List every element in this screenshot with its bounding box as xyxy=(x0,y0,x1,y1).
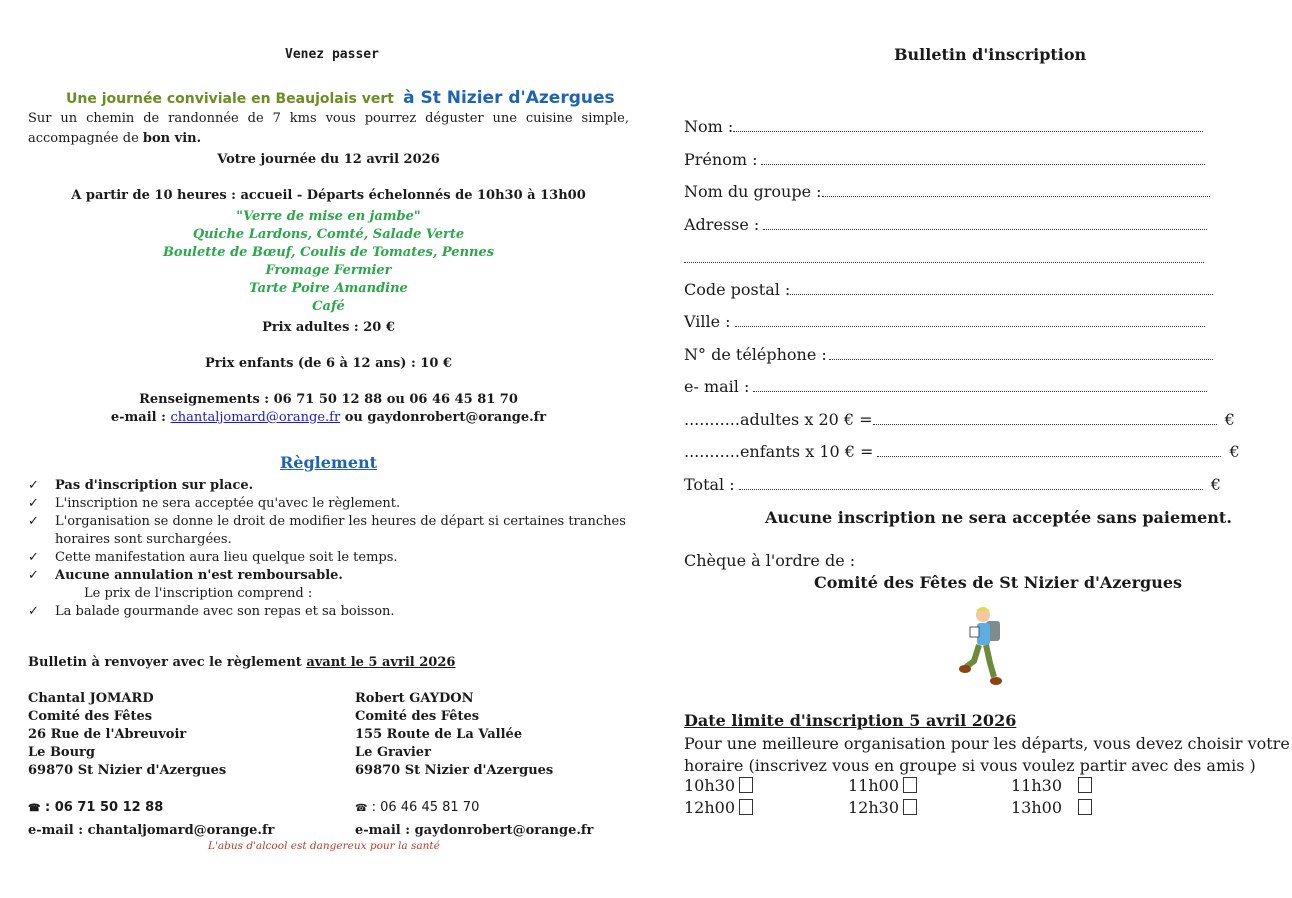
field-ville[interactable] xyxy=(684,312,1205,331)
fill-line[interactable] xyxy=(763,215,1207,230)
field-label: Prénom : xyxy=(684,150,758,169)
form-title: Bulletin d'inscription xyxy=(894,45,1087,64)
return-text: Bulletin à renvoyer avec le règlement xyxy=(28,655,307,670)
rule-item: L'inscription ne sera acceptée qu'avec le règlement. xyxy=(55,496,401,511)
contact2-phone-number: : 06 46 45 81 70 xyxy=(367,800,480,815)
hiker-hat xyxy=(976,607,990,611)
contact2-street: 155 Route de La Vallée xyxy=(355,727,523,742)
email-robert: gaydonrobert@orange.fr xyxy=(367,410,547,425)
fill-line[interactable] xyxy=(753,377,1207,392)
time-option[interactable] xyxy=(848,776,917,795)
time-label: 12h00 xyxy=(684,798,736,817)
fill-line[interactable] xyxy=(761,150,1205,165)
email-separator: ou xyxy=(340,410,368,425)
fill-line[interactable] xyxy=(739,475,1203,490)
contact2-city: 69870 St Nizier d'Azergues xyxy=(355,763,554,778)
fill-line[interactable] xyxy=(684,248,1204,263)
rules-title: Règlement xyxy=(279,453,378,472)
hiker-illustration xyxy=(956,603,1010,689)
rule-item: Le prix de l'inscription comprend : xyxy=(84,586,313,601)
intro-line2-bold: bon vin. xyxy=(142,131,202,146)
check-icon: ✓ xyxy=(28,496,39,511)
time-checkbox[interactable] xyxy=(739,799,753,815)
time-checkbox[interactable] xyxy=(903,777,917,793)
intro-line2 xyxy=(28,131,201,146)
contact2-place: Le Gravier xyxy=(355,745,431,760)
fill-line[interactable] xyxy=(735,312,1205,327)
schedule: A partir de 10 heures : accueil - Départs échelonnés de 10h30 à 13h00 xyxy=(71,188,586,203)
field-label: Adresse : xyxy=(684,215,760,234)
contact1-phone-number: : 06 71 50 12 88 xyxy=(40,800,164,815)
field-label: Nom du groupe : xyxy=(684,182,822,201)
time-option[interactable] xyxy=(1011,798,1092,817)
euro-sign: € xyxy=(1224,410,1235,429)
adults-label: adultes x 20 € = xyxy=(739,410,873,429)
check-icon: ✓ xyxy=(28,514,39,529)
contact1-org: Comité des Fêtes xyxy=(28,709,153,724)
hiker-map xyxy=(970,627,979,637)
contact1-street: 26 Rue de l'Abreuvoir xyxy=(28,727,187,742)
field-nom[interactable] xyxy=(684,117,1203,136)
return-instructions xyxy=(28,655,455,670)
check-icon: ✓ xyxy=(28,568,39,583)
menu-item: Tarte Poire Amandine xyxy=(249,281,408,296)
field-label: N° de téléphone : xyxy=(684,345,827,364)
contact2-org: Comité des Fêtes xyxy=(355,709,480,724)
headline xyxy=(66,88,615,108)
field-email[interactable] xyxy=(684,377,1207,396)
payment-notice: Aucune inscription ne sera acceptée sans paiement. xyxy=(765,508,1232,527)
rule-item: horaires sont surchargées. xyxy=(55,532,232,547)
intro-line2-text: accompagnée de xyxy=(28,131,143,146)
email-link-chantal[interactable]: chantaljomard@orange.fr xyxy=(170,410,341,425)
contact2-email: e-mail : gaydonrobert@orange.fr xyxy=(355,823,594,838)
menu-item: Quiche Lardons, Comté, Salade Verte xyxy=(192,227,465,242)
contact1-city: 69870 St Nizier d'Azergues xyxy=(28,763,227,778)
children-label: enfants x 10 € = xyxy=(739,442,874,461)
field-label: Ville : xyxy=(684,312,731,331)
field-code-postal[interactable] xyxy=(684,280,1213,299)
phone-icon: ☎ xyxy=(355,803,368,814)
time-label: 12h30 xyxy=(848,798,900,817)
field-label: Code postal : xyxy=(684,280,791,299)
cheque-label: Chèque à l'ordre de : xyxy=(684,551,856,570)
headline-part1: Une journée conviviale en Beaujolais vert xyxy=(66,91,394,107)
field-adresse[interactable] xyxy=(684,215,1207,234)
rule-item: Aucune annulation n'est remboursable. xyxy=(55,568,343,583)
adults-count-blank[interactable]: ........... xyxy=(684,410,740,429)
field-groupe[interactable] xyxy=(684,182,1210,201)
email-label: e-mail : xyxy=(110,410,171,425)
rule-item: Cette manifestation aura lieu quelque soit le temps. xyxy=(55,550,398,565)
contact1-place: Le Bourg xyxy=(28,745,95,760)
menu-item: Café xyxy=(312,299,345,314)
rule-item: Pas d'inscription sur place. xyxy=(55,478,254,493)
check-icon: ✓ xyxy=(28,550,39,565)
field-adresse-2[interactable] xyxy=(684,248,1204,267)
time-label: 11h30 xyxy=(1011,776,1063,795)
time-option[interactable] xyxy=(1011,776,1092,795)
field-enfants[interactable] xyxy=(684,442,1240,461)
contact1-email: e-mail : chantaljomard@orange.fr xyxy=(28,823,275,838)
alcohol-warning: L'abus d'alcool est dangereux pour la santé xyxy=(208,840,440,852)
fill-line[interactable] xyxy=(822,182,1210,197)
phone-icon: ☎ xyxy=(28,803,41,814)
hiker-boot-right xyxy=(990,677,1002,685)
children-count-blank[interactable]: ........... xyxy=(684,442,740,461)
fill-line[interactable] xyxy=(790,280,1213,295)
venez-passer: Venez passer xyxy=(285,47,379,62)
field-label: Nom : xyxy=(684,117,734,136)
fill-line[interactable] xyxy=(877,442,1221,457)
time-checkbox[interactable] xyxy=(739,777,753,793)
time-option[interactable] xyxy=(684,798,753,817)
fill-line[interactable] xyxy=(829,345,1213,360)
info-email xyxy=(28,410,629,425)
field-telephone[interactable] xyxy=(684,345,1213,364)
field-total[interactable] xyxy=(684,475,1221,494)
info-phone: Renseignements : 06 71 50 12 88 ou 06 46 45 81 70 xyxy=(139,392,518,407)
menu-item: Fromage Fermier xyxy=(265,263,392,278)
return-deadline: avant le 5 avril 2026 xyxy=(306,655,456,670)
contact1-phone xyxy=(28,800,163,815)
euro-sign: € xyxy=(1210,475,1221,494)
total-label: Total : xyxy=(684,475,735,494)
hiker-leg-left xyxy=(966,645,979,667)
rule-item: La balade gourmande avec son repas et sa boisson. xyxy=(55,604,395,619)
check-icon: ✓ xyxy=(28,478,39,493)
price-children: Prix enfants (de 6 à 12 ans) : 10 € xyxy=(205,356,452,371)
contact2-name: Robert GAYDON xyxy=(355,691,474,706)
time-checkbox[interactable] xyxy=(903,799,917,815)
price-adults: Prix adultes : 20 € xyxy=(262,320,395,335)
hiker-boot-left xyxy=(959,665,971,673)
time-option[interactable] xyxy=(684,776,753,795)
menu-item: Boulette de Bœuf, Coulis de Tomates, Pennes xyxy=(162,245,495,260)
time-label: 11h00 xyxy=(848,776,900,795)
time-label: 13h00 xyxy=(1011,798,1063,817)
organisation-text-1: Pour une meilleure organisation pour les départs, vous devez choisir votre xyxy=(684,734,1290,753)
event-date: Votre journée du 12 avril 2026 xyxy=(217,152,440,167)
menu-item: "Verre de mise en jambe" xyxy=(236,209,421,224)
fill-line[interactable] xyxy=(873,410,1217,425)
contact2-phone xyxy=(355,800,479,815)
euro-sign: € xyxy=(1229,442,1240,461)
field-label: e- mail : xyxy=(684,377,750,396)
headline-part2: à St Nizier d'Azergues xyxy=(403,88,615,108)
fill-line[interactable] xyxy=(733,117,1203,132)
deadline: Date limite d'inscription 5 avril 2026 xyxy=(684,711,1017,730)
contact1-name: Chantal JOMARD xyxy=(28,691,154,706)
field-adultes[interactable] xyxy=(684,410,1235,429)
field-prenom[interactable] xyxy=(684,150,1205,169)
hiker-leg-right xyxy=(986,645,994,677)
intro-line1: Sur un chemin de randonnée de 7 kms vous pourrez déguster une cuisine simple, xyxy=(28,111,629,126)
time-label: 10h30 xyxy=(684,776,736,795)
time-option[interactable] xyxy=(848,798,917,817)
rule-item: L'organisation se donne le droit de modifier les heures de départ si certaines tranches xyxy=(55,514,626,529)
time-checkbox[interactable] xyxy=(1078,777,1092,793)
check-icon: ✓ xyxy=(28,604,39,619)
organisation-text-2: horaire (inscrivez vous en groupe si vous voulez partir avec des amis ) xyxy=(684,756,1256,775)
committee-name: Comité des Fêtes de St Nizier d'Azergues xyxy=(814,573,1183,592)
time-checkbox[interactable] xyxy=(1078,799,1092,815)
